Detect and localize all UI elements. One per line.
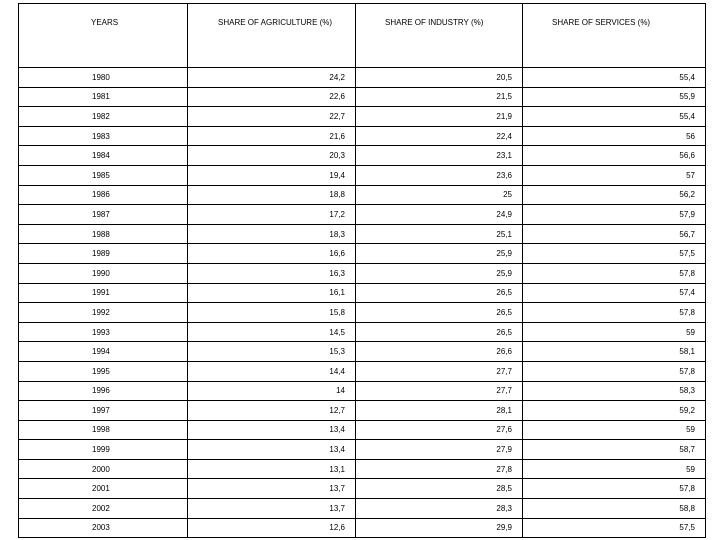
table-row	[19, 342, 706, 362]
cell-services: 58,3	[523, 381, 706, 401]
cell-agriculture: 13,4	[188, 420, 356, 440]
cell-industry: 23,6	[356, 165, 523, 185]
header-industry-share: SHARE OF INDUSTRY (%)	[356, 4, 523, 68]
cell-industry: 25,9	[356, 244, 523, 264]
cell-services: 57,8	[523, 303, 706, 323]
cell-services: 59	[523, 420, 706, 440]
cell-agriculture: 22,6	[188, 87, 356, 107]
cell-services: 56,2	[523, 185, 706, 205]
cell-year: 1981	[19, 87, 188, 107]
cell-year: 1991	[19, 283, 188, 303]
cell-services: 57,8	[523, 361, 706, 381]
table-row	[19, 87, 706, 107]
cell-year: 1999	[19, 440, 188, 460]
cell-industry: 22,4	[356, 126, 523, 146]
cell-industry: 24,9	[356, 205, 523, 225]
cell-agriculture: 19,4	[188, 165, 356, 185]
table-row	[19, 165, 706, 185]
cell-industry: 21,9	[356, 107, 523, 127]
cell-services: 56,6	[523, 146, 706, 166]
cell-agriculture: 13,7	[188, 479, 356, 499]
table-row	[19, 322, 706, 342]
cell-services: 57,5	[523, 518, 706, 538]
cell-services: 57,5	[523, 244, 706, 264]
cell-year: 1988	[19, 224, 188, 244]
cell-year: 2002	[19, 499, 188, 519]
cell-year: 1995	[19, 361, 188, 381]
table-row	[19, 68, 706, 88]
cell-agriculture: 24,2	[188, 68, 356, 88]
cell-agriculture: 18,3	[188, 224, 356, 244]
cell-services: 58,1	[523, 342, 706, 362]
table-row	[19, 185, 706, 205]
cell-year: 1980	[19, 68, 188, 88]
cell-agriculture: 21,6	[188, 126, 356, 146]
cell-agriculture: 16,3	[188, 263, 356, 283]
cell-industry: 28,5	[356, 479, 523, 499]
cell-agriculture: 12,6	[188, 518, 356, 538]
cell-agriculture: 15,8	[188, 303, 356, 323]
cell-industry: 27,6	[356, 420, 523, 440]
table-row	[19, 401, 706, 421]
cell-year: 1983	[19, 126, 188, 146]
cell-services: 57	[523, 165, 706, 185]
cell-services: 59	[523, 459, 706, 479]
cell-agriculture: 14	[188, 381, 356, 401]
sector-share-table	[18, 3, 706, 538]
cell-industry: 20,5	[356, 68, 523, 88]
cell-industry: 25,9	[356, 263, 523, 283]
cell-agriculture: 13,1	[188, 459, 356, 479]
cell-agriculture: 20,3	[188, 146, 356, 166]
table-row	[19, 479, 706, 499]
cell-industry: 27,8	[356, 459, 523, 479]
cell-industry: 27,7	[356, 361, 523, 381]
cell-agriculture: 15,3	[188, 342, 356, 362]
cell-year: 1992	[19, 303, 188, 323]
cell-industry: 28,3	[356, 499, 523, 519]
cell-industry: 25,1	[356, 224, 523, 244]
cell-year: 1989	[19, 244, 188, 264]
table-row	[19, 303, 706, 323]
cell-services: 58,8	[523, 499, 706, 519]
cell-services: 59,2	[523, 401, 706, 421]
cell-industry: 25	[356, 185, 523, 205]
table-row	[19, 244, 706, 264]
cell-industry: 28,1	[356, 401, 523, 421]
cell-industry: 29,9	[356, 518, 523, 538]
cell-services: 57,9	[523, 205, 706, 225]
cell-year: 1998	[19, 420, 188, 440]
table-row	[19, 518, 706, 538]
header-years: YEARS	[19, 4, 188, 68]
header-agriculture-share: SHARE OF AGRICULTURE (%)	[188, 4, 356, 68]
cell-industry: 23,1	[356, 146, 523, 166]
cell-services: 55,4	[523, 107, 706, 127]
cell-industry: 27,9	[356, 440, 523, 460]
cell-agriculture: 18,8	[188, 185, 356, 205]
cell-services: 55,9	[523, 87, 706, 107]
table-row	[19, 146, 706, 166]
cell-year: 1994	[19, 342, 188, 362]
table-row	[19, 440, 706, 460]
cell-year: 2003	[19, 518, 188, 538]
table-row	[19, 361, 706, 381]
cell-year: 2000	[19, 459, 188, 479]
cell-year: 1997	[19, 401, 188, 421]
table-row	[19, 381, 706, 401]
cell-industry: 27,7	[356, 381, 523, 401]
cell-services: 55,4	[523, 68, 706, 88]
cell-services: 57,4	[523, 283, 706, 303]
cell-year: 1984	[19, 146, 188, 166]
cell-services: 58,7	[523, 440, 706, 460]
cell-agriculture: 16,1	[188, 283, 356, 303]
table-row	[19, 205, 706, 225]
cell-services: 57,8	[523, 479, 706, 499]
cell-agriculture: 13,7	[188, 499, 356, 519]
cell-year: 1990	[19, 263, 188, 283]
table-row	[19, 283, 706, 303]
cell-agriculture: 14,4	[188, 361, 356, 381]
cell-industry: 26,6	[356, 342, 523, 362]
cell-year: 1987	[19, 205, 188, 225]
cell-industry: 21,5	[356, 87, 523, 107]
cell-agriculture: 13,4	[188, 440, 356, 460]
cell-year: 1985	[19, 165, 188, 185]
cell-agriculture: 16,6	[188, 244, 356, 264]
header-services-share: SHARE OF SERVICES (%)	[523, 4, 706, 68]
cell-agriculture: 14,5	[188, 322, 356, 342]
table-row	[19, 224, 706, 244]
table-row	[19, 499, 706, 519]
cell-services: 59	[523, 322, 706, 342]
cell-services: 56	[523, 126, 706, 146]
cell-industry: 26,5	[356, 303, 523, 323]
cell-industry: 26,5	[356, 322, 523, 342]
cell-agriculture: 22,7	[188, 107, 356, 127]
cell-year: 1982	[19, 107, 188, 127]
cell-year: 1986	[19, 185, 188, 205]
cell-year: 1993	[19, 322, 188, 342]
cell-year: 2001	[19, 479, 188, 499]
table-row	[19, 420, 706, 440]
cell-services: 57,8	[523, 263, 706, 283]
table-row	[19, 107, 706, 127]
cell-services: 56,7	[523, 224, 706, 244]
table-row	[19, 459, 706, 479]
cell-agriculture: 17,2	[188, 205, 356, 225]
table-row	[19, 263, 706, 283]
cell-year: 1996	[19, 381, 188, 401]
header-row	[19, 4, 706, 68]
table-row	[19, 126, 706, 146]
cell-industry: 26,5	[356, 283, 523, 303]
cell-agriculture: 12,7	[188, 401, 356, 421]
